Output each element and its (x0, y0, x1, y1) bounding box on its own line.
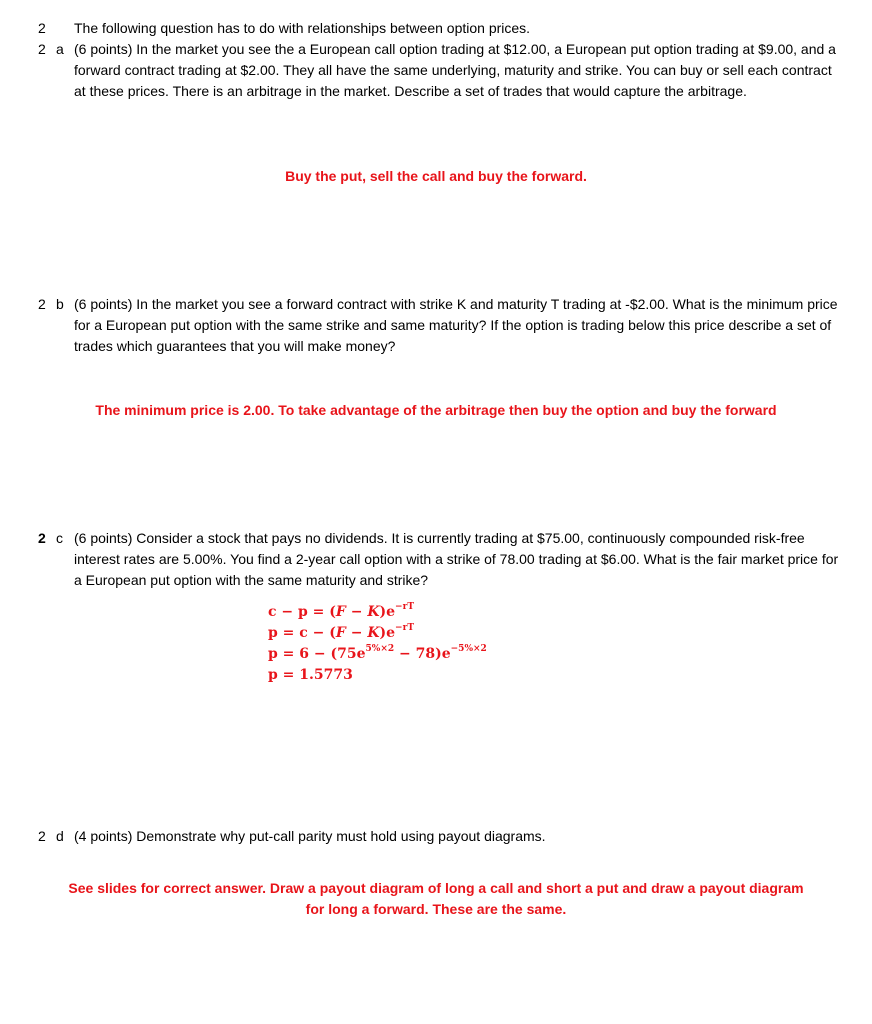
question-letter: d (56, 828, 64, 844)
answer-2d-line-1: See slides for correct answer. Draw a payout diagram of long a call and short a put and draw a payout diagram (68, 880, 804, 896)
answer-2b: The minimum price is 2.00. To take advantage of the arbitrage then buy the option and buy the forward (95, 402, 777, 418)
equation-line-2 (268, 623, 414, 644)
question-text: (6 points) In the market you see the a European call option trading at $12.00, a European put option trading at $9.00, and a forward contract trading at $2.00. They all have the same underlying, maturity and strike. You can buy or sell each contract at these prices. There is an arbitrage in the market. Describe a set of trades that would capture the arbitrage. (74, 41, 836, 99)
equation-line-3 (268, 644, 487, 665)
equation-exponent: −rT (395, 602, 415, 613)
question-number: 2 (38, 296, 46, 312)
question-letter: a (56, 41, 64, 57)
question-number: 2 (38, 20, 46, 36)
equation-text: p = c − ( (268, 625, 336, 641)
question-text: (6 points) Consider a stock that pays no dividends. It is currently trading at $75.00, continuously compounded risk-free interest rates are 5.00%. You find a 2-year call option with a strike of 78.00 trading at $6.00. What is the fair market price for a European put option with the same maturity and strike? (74, 530, 839, 588)
question-number: 2 (38, 530, 46, 546)
equation-variable: F (335, 625, 346, 641)
equation-text: − (345, 625, 368, 641)
equation-variable: K (367, 604, 380, 620)
equation-text: c − p = ( (268, 604, 336, 620)
question-letter: c (56, 530, 63, 546)
equation-text: − 78)e (394, 646, 451, 662)
answer-2d-line-2: for long a forward. These are the same. (305, 901, 567, 917)
answer-2a: Buy the put, sell the call and buy the forward. (285, 168, 587, 184)
equation-text: )e (379, 604, 396, 620)
question-text: (4 points) Demonstrate why put-call parity must hold using payout diagrams. (74, 828, 546, 844)
question-intro-text: The following question has to do with relationships between option prices. (74, 20, 531, 36)
equation-line-4: p = 1.5773 (268, 667, 353, 683)
equation-text: )e (379, 625, 396, 641)
equation-variable: K (367, 625, 380, 641)
equation-text: − (345, 604, 368, 620)
equation-text: p = 6 − (75e (268, 646, 366, 662)
equation-exponent: 5%×2 (365, 644, 395, 655)
question-text: (6 points) In the market you see a forward contract with strike K and maturity T trading at -$2.00. What is the minimum price for a European put option with the same strike and same maturity? If the option is trading below this price describe a set of trades which guarantees that you will make money? (74, 296, 838, 354)
equation-exponent: −5%×2 (450, 644, 487, 655)
equation-exponent: −rT (395, 623, 415, 634)
question-letter: b (56, 296, 64, 312)
equation-line-1 (268, 602, 414, 623)
question-number: 2 (38, 41, 46, 57)
question-number: 2 (38, 828, 46, 844)
equation-variable: F (335, 604, 346, 620)
